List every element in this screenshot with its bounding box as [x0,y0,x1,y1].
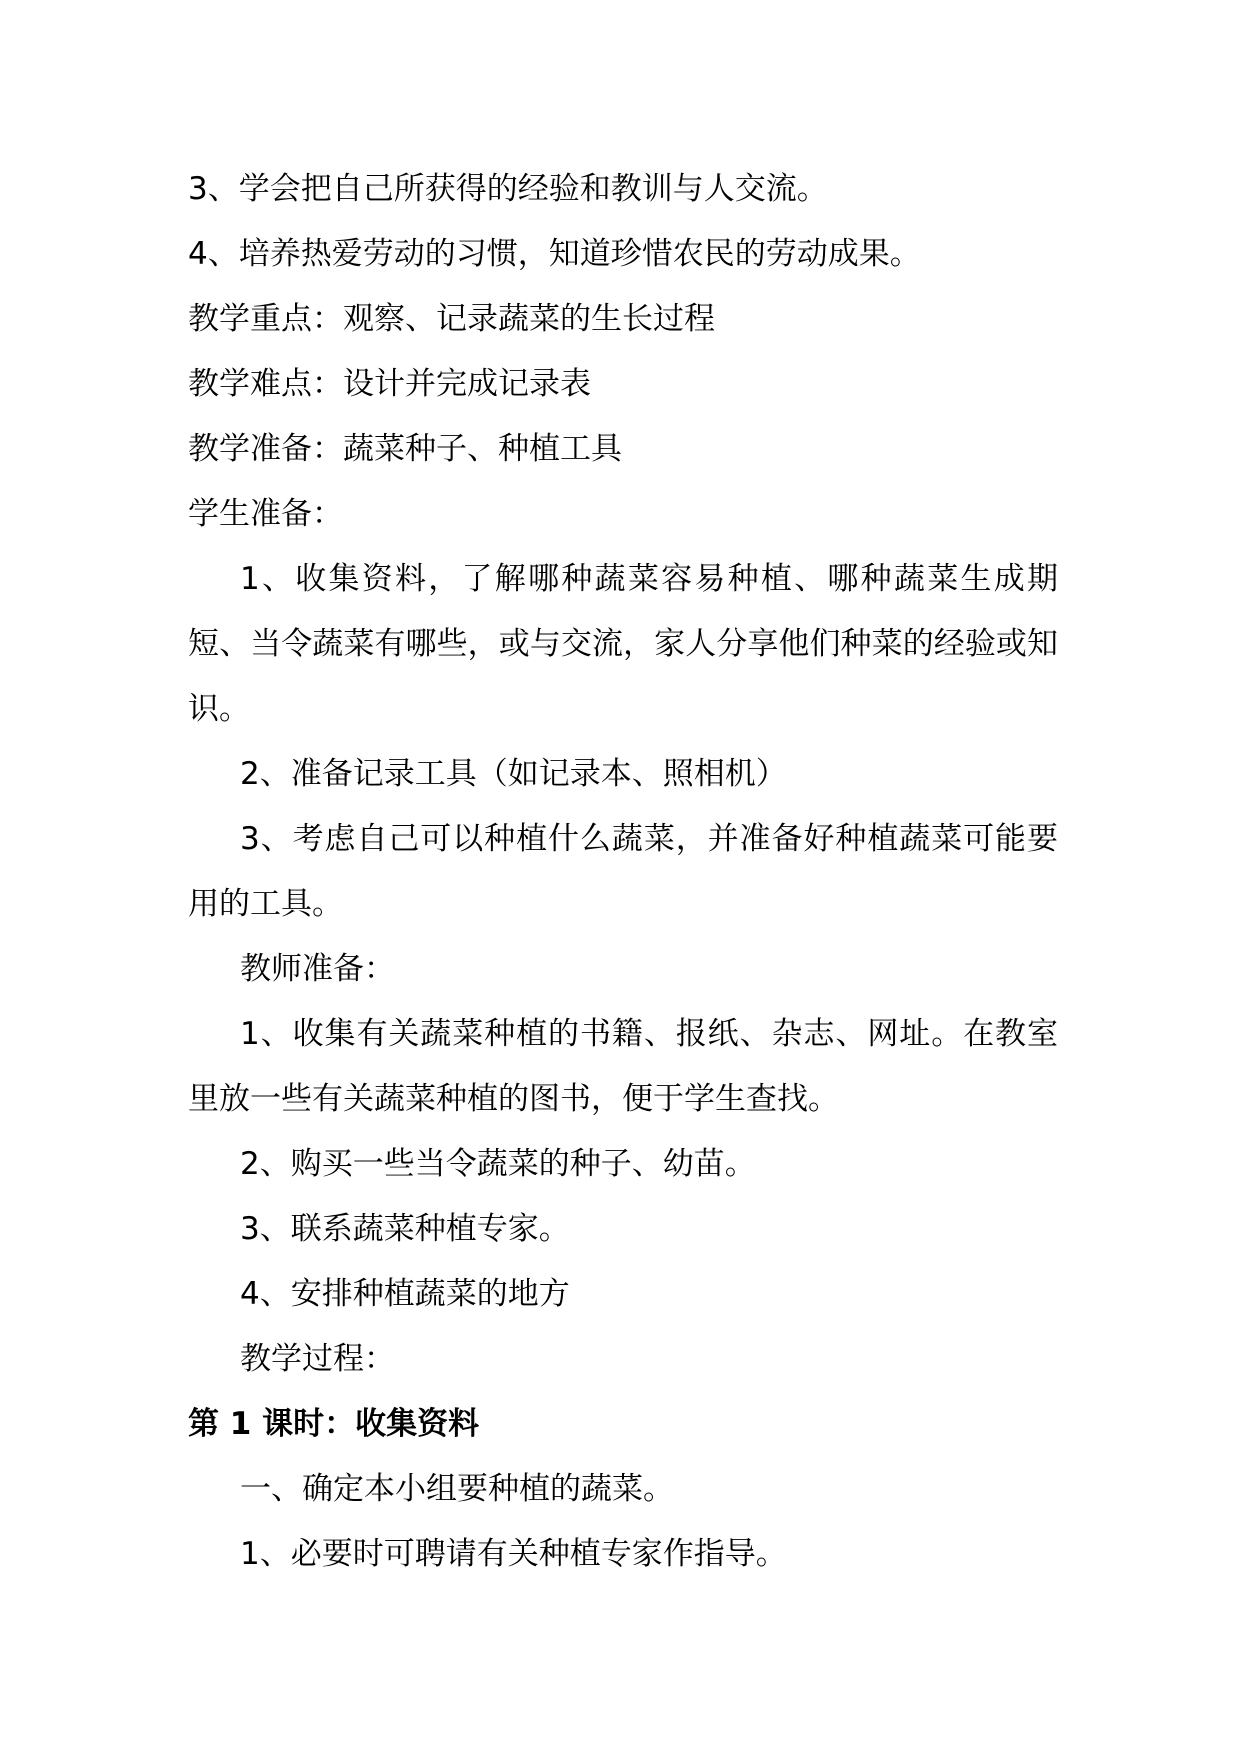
student-prep-heading: 学生准备： [188,496,343,532]
goal-4: 4、培养热爱劳动的习惯，知道珍惜农民的劳动成果。 [188,236,921,272]
teaching-difficulty: 教学难点：设计并完成记录表 [188,366,591,402]
process-heading: 教学过程： [240,1341,395,1377]
teacher-prep-item-4: 4、安排种植蔬菜的地方 [240,1276,570,1312]
teacher-prep-item-2: 2、购买一些当令蔬菜的种子、幼苗。 [240,1146,756,1182]
goal-3: 3、学会把自己所获得的经验和教训与人交流。 [188,171,828,207]
teacher-prep-item-3: 3、联系蔬菜种植专家。 [240,1211,570,1247]
step-1: 一、确定本小组要种植的蔬菜。 [240,1471,674,1507]
document-body [188,157,1058,1587]
teaching-preparation: 教学准备：蔬菜种子、种植工具 [188,431,622,467]
teaching-key-point: 教学重点：观察、记录蔬菜的生长过程 [188,301,715,337]
teacher-prep-heading: 教师准备： [240,951,395,987]
student-prep-item-1: 1、收集资料，了解哪种蔬菜容易种植、哪种蔬菜生成期短、当令蔬菜有哪些，或与交流，家人分享他们种菜的经验或知识。 [188,561,1058,727]
student-prep-item-3: 3、考虑自己可以种植什么蔬菜，并准备好种植蔬菜可能要用的工具。 [188,821,1058,922]
step-1-item-1: 1、必要时可聘请有关种植专家作指导。 [240,1536,787,1572]
student-prep-item-2: 2、准备记录工具（如记录本、照相机） [240,756,787,792]
lesson-1-title: 第 1 课时：收集资料 [188,1406,480,1442]
teacher-prep-item-1: 1、收集有关蔬菜种植的书籍、报纸、杂志、网址。在教室里放一些有关蔬菜种植的图书，便于学生查找。 [188,1016,1058,1117]
